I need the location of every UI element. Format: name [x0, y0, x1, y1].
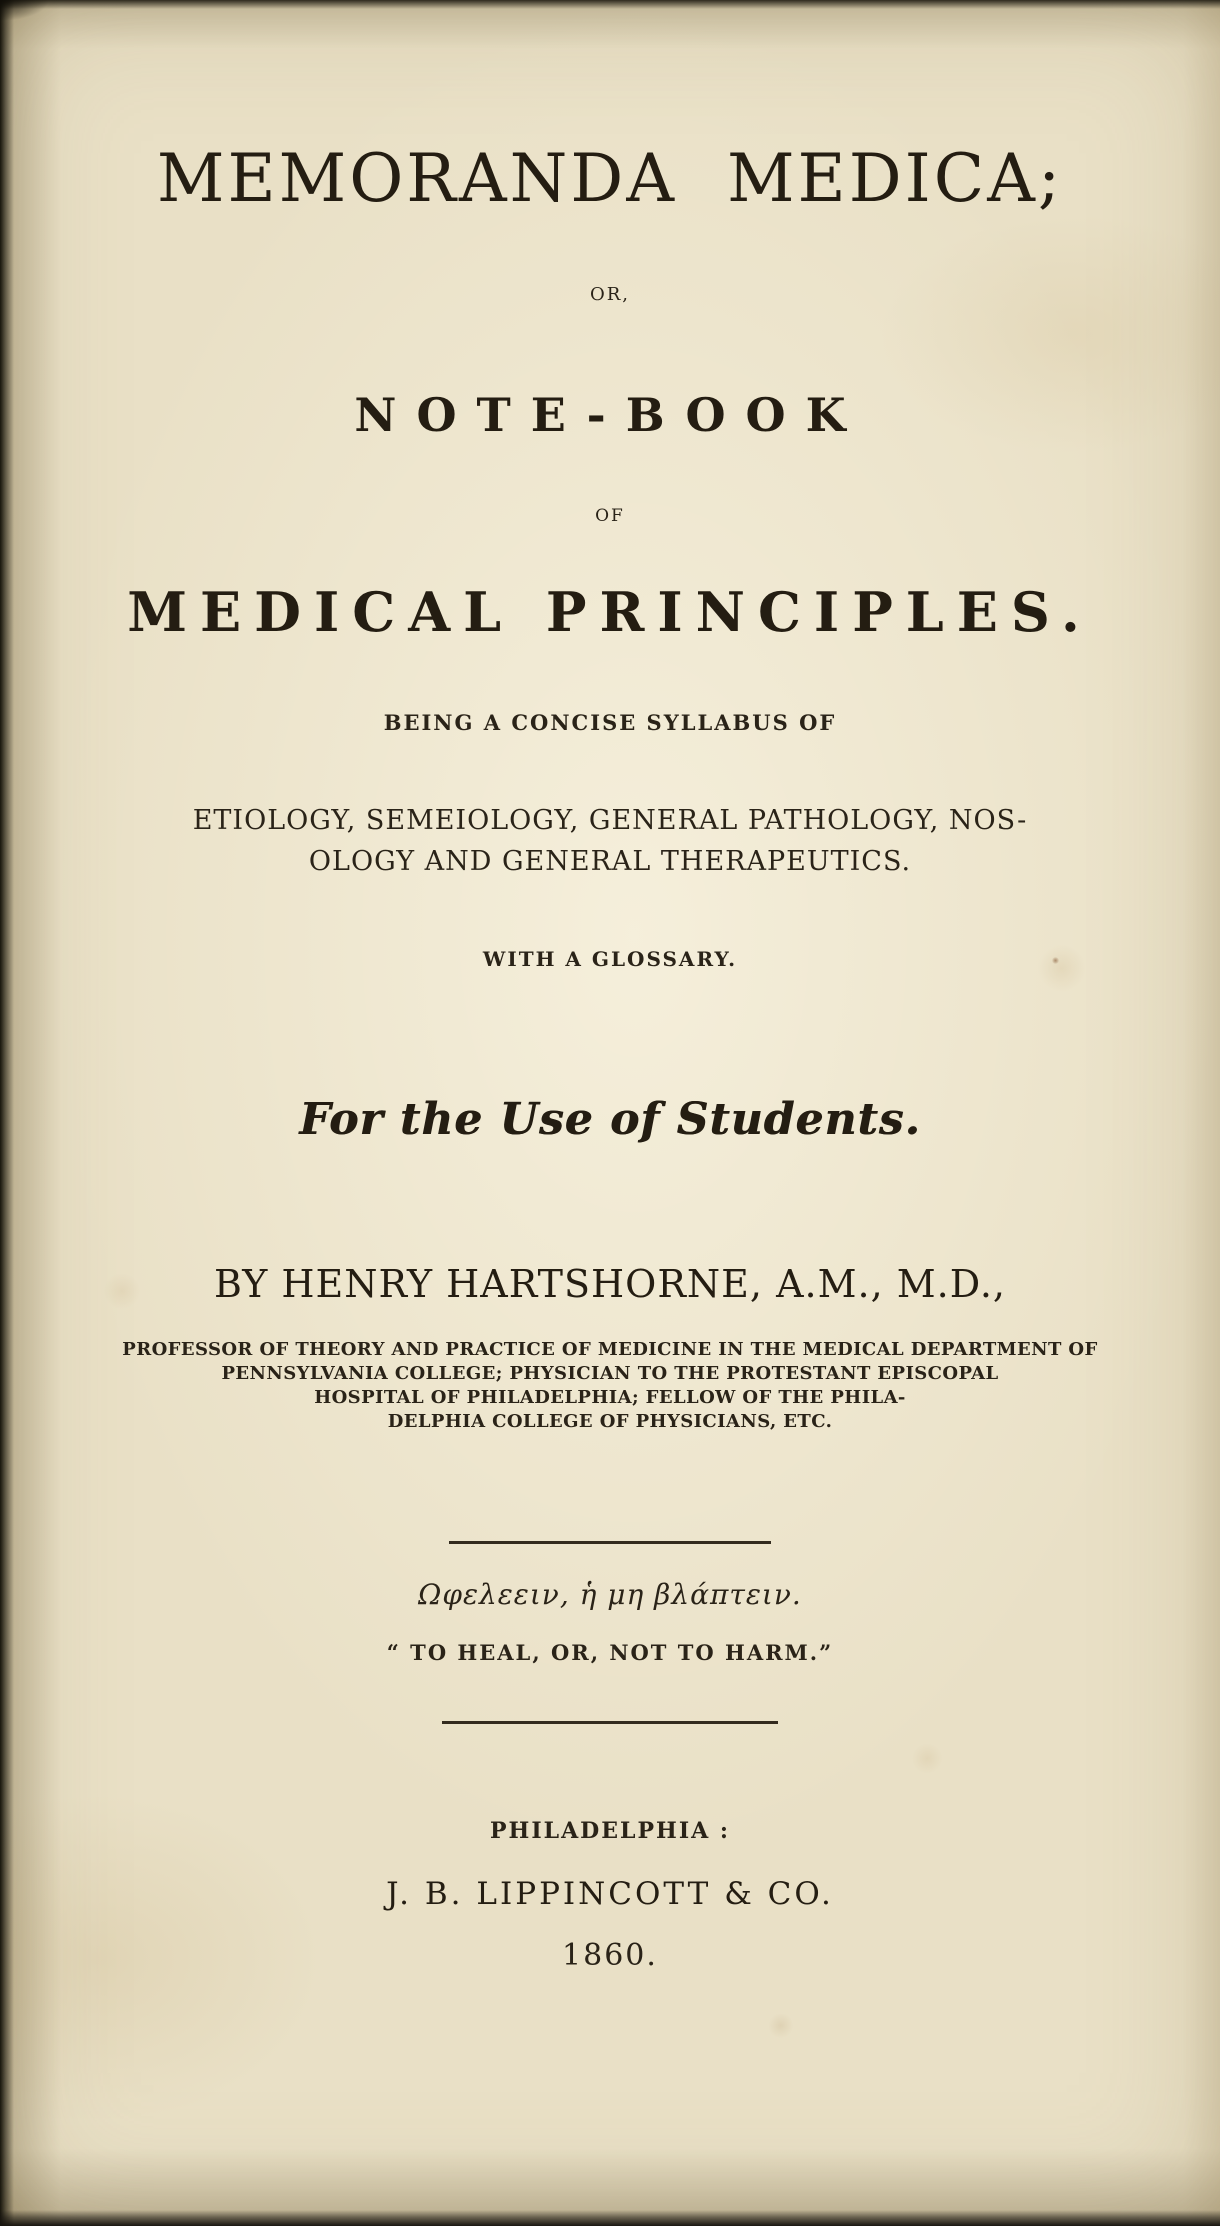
dedication-blackletter: For the Use of Students. — [299, 1094, 921, 1145]
credentials-line-3: HOSPITAL OF PHILADELPHIA; FELLOW OF THE PHILA- — [314, 1387, 906, 1408]
syllabus-line-2: OLOGY AND GENERAL THERAPEUTICS. — [308, 846, 912, 877]
credentials-line-1: PROFESSOR OF THEORY AND PRACTICE OF MEDICINE IN THE MEDICAL DEPARTMENT OF — [122, 1339, 1098, 1360]
page-top-edge-shadow — [0, 0, 1220, 9]
subtitle-medical-principles: MEDICAL PRINCIPLES. — [127, 580, 1093, 644]
subtitle-notebook: NOTE-BOOK — [354, 388, 866, 442]
epigraph-translation: “ TO HEAL, OR, NOT TO HARM.” — [386, 1640, 834, 1665]
credentials-line-4: DELPHIA COLLEGE OF PHYSICIANS, ETC. — [387, 1411, 833, 1432]
imprint-year: 1860. — [562, 1938, 658, 1973]
author-credentials — [0, 1338, 1220, 1434]
imprint-city: PHILADELPHIA : — [490, 1818, 730, 1844]
divider-rule-top — [449, 1541, 771, 1544]
imprint-publisher: J. B. LIPPINCOTT & CO. — [386, 1876, 834, 1912]
divider-rule-bottom — [442, 1721, 778, 1724]
syllabus-subjects — [0, 800, 1220, 882]
page-bottom-edge-shadow — [0, 2210, 1220, 2226]
syllabus-line-1: ETIOLOGY, SEMEIOLOGY, GENERAL PATHOLOGY, NOS- — [192, 805, 1028, 836]
book-title: MEMORANDA MEDICA; — [156, 140, 1064, 217]
syllabus-intro: BEING A CONCISE SYLLABUS OF — [383, 710, 837, 735]
corner-shadow — [0, 0, 70, 30]
author-byline: BY HENRY HARTSHORNE, A.M., M.D., — [213, 1262, 1007, 1306]
separator-of: OF — [595, 506, 625, 526]
separator-or: OR, — [589, 284, 631, 305]
glossary-note: WITH A GLOSSARY. — [482, 947, 738, 971]
epigraph-greek: Ωφελεειν, ἡ μη βλάπτειν. — [418, 1578, 802, 1611]
credentials-line-2: PENNSYLVANIA COLLEGE; PHYSICIAN TO THE PROTESTANT EPISCOPAL — [221, 1363, 999, 1384]
